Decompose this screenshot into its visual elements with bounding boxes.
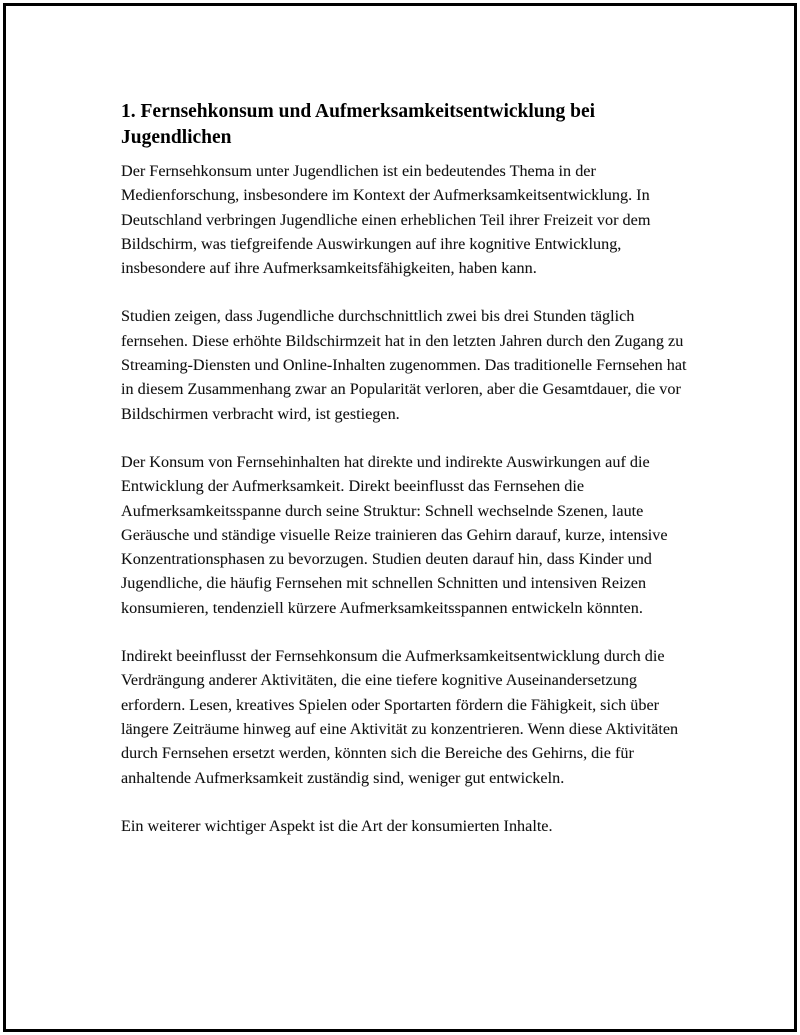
paragraph-3: Der Konsum von Fernsehinhalten hat direkte und indirekte Auswirkungen auf die Entwicklung der Aufmerksamkeit. Direkt beeinflusst das Fernsehen die Aufmerksamkeitsspanne durch seine Struktur: Schnell wechselnde Szenen, laute Geräusche und ständige visuelle Reize trainieren das Gehirn darauf, kurze, intensive Konzentrationsphasen zu bevorzugen. Studien deuten darauf hin, dass Kinder und Jugendliche, die häufig Fernsehen mit schnellen Schnitten und intensiven Reizen konsumieren, tendenziell kürzere Aufmerksamkeitsspannen entwickeln könnten. <box>121 452 668 617</box>
paragraph-4: Indirekt beeinflusst der Fernsehkonsum die Aufmerksamkeitsentwicklung durch die Verdrängung anderer Aktivitäten, die eine tiefere kognitive Auseinandersetzung erfordern. Lesen, kreatives Spielen oder Sportarten fördern die Fähigkeit, sich über längere Zeiträume hinweg auf eine Aktivität zu konzentrieren. Wenn diese Aktivitäten durch Fernsehen ersetzt werden, könnten sich die Bereiche des Gehirns, die für anhaltende Aufmerksamkeit zuständig sind, weniger gut entwickeln. <box>121 647 679 787</box>
paragraph-2: Studien zeigen, dass Jugendliche durchschnittlich zwei bis drei Stunden täglich fernsehen. Diese erhöhte Bildschirmzeit hat in den letzten Jahren durch den Zugang zu Streaming-Diensten und Online-Inhalten zugenommen. Das traditionelle Fernsehen hat in diesem Zusammenhang zwar an Popularität verloren, aber die Gesamtdauer, die vor Bildschirmen verbracht wird, ist gestiegen. <box>121 307 687 423</box>
paragraph-5: Ein weiterer wichtiger Aspekt ist die Art der konsumierten Inhalte. <box>121 816 553 835</box>
page-frame <box>3 3 797 1032</box>
document-body <box>121 99 696 862</box>
paragraph-1: Der Fernsehkonsum unter Jugendlichen ist ein bedeutendes Thema in der Medienforschung, insbesondere im Kontext der Aufmerksamkeitsentwicklung. In Deutschland verbringen Jugendliche einen erheblichen Teil ihrer Freizeit vor dem Bildschirm, was tiefgreifende Auswirkungen auf ihre kognitive Entwicklung, insbesondere auf ihre Aufmerksamkeitsfähigkeiten, haben kann. <box>121 162 651 278</box>
section-heading: 1. Fernsehkonsum und Aufmerksamkeitsentwicklung bei Jugendlichen <box>121 101 596 148</box>
